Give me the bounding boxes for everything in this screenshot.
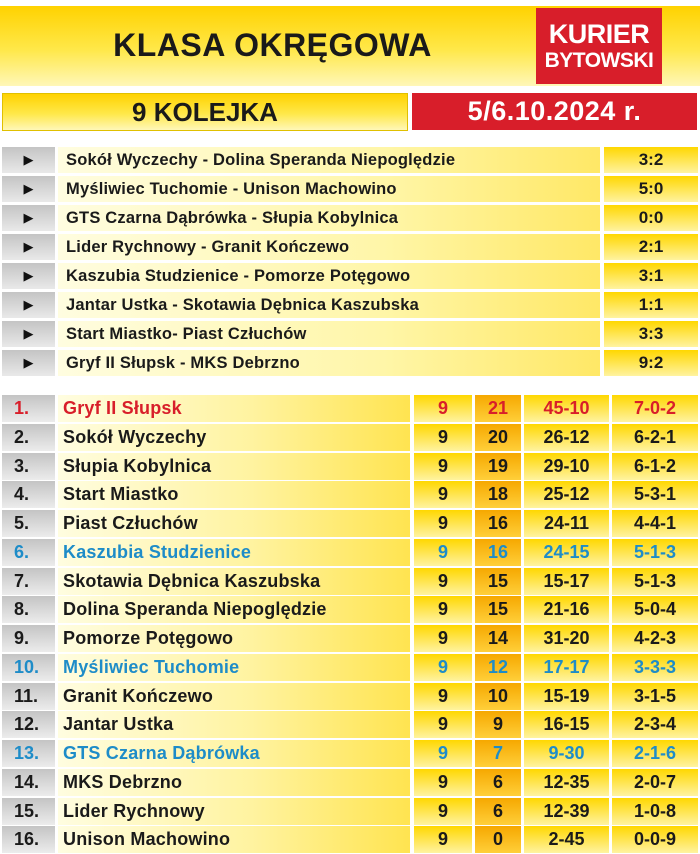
page-title: KLASA OKRĘGOWA	[113, 26, 432, 63]
team-name: Lider Rychnowy	[58, 798, 410, 825]
games-played: 9	[414, 424, 472, 451]
team-name: Dolina Speranda Niepoględzie	[58, 596, 410, 623]
points: 21	[475, 395, 521, 422]
position-cell: 16.	[2, 826, 55, 853]
games-played: 9	[414, 453, 472, 480]
team-name: Sokół Wyczechy	[58, 424, 410, 451]
points: 15	[475, 596, 521, 623]
team-name: Jantar Ustka	[58, 711, 410, 738]
points: 6	[475, 769, 521, 796]
position-cell: 2.	[2, 424, 55, 451]
games-played: 9	[414, 510, 472, 537]
position-cell: 12.	[2, 711, 55, 738]
position-cell: 7.	[2, 568, 55, 595]
goal-difference: 12-35	[524, 769, 609, 796]
team-name: MKS Debrzno	[58, 769, 410, 796]
team-name: Piast Człuchów	[58, 510, 410, 537]
win-draw-loss: 1-0-8	[612, 798, 698, 825]
goal-difference: 24-15	[524, 539, 609, 566]
goal-difference: 15-17	[524, 568, 609, 595]
games-played: 9	[414, 711, 472, 738]
round-date: 5/6.10.2024 r.	[412, 93, 697, 130]
match-score: 9:2	[604, 350, 698, 376]
position-cell: 6.	[2, 539, 55, 566]
team-name: Kaszubia Studzienice	[58, 539, 410, 566]
table-row	[0, 568, 700, 595]
match-row	[0, 147, 700, 173]
table-row	[0, 683, 700, 710]
games-played: 9	[414, 625, 472, 652]
goal-difference: 45-10	[524, 395, 609, 422]
team-name: Gryf II Słupsk	[58, 395, 410, 422]
points: 12	[475, 654, 521, 681]
team-name: Skotawia Dębnica Kaszubska	[58, 568, 410, 595]
table-row	[0, 625, 700, 652]
goal-difference: 21-16	[524, 596, 609, 623]
win-draw-loss: 5-1-3	[612, 568, 698, 595]
games-played: 9	[414, 740, 472, 767]
table-row	[0, 740, 700, 767]
goal-difference: 26-12	[524, 424, 609, 451]
team-name: GTS Czarna Dąbrówka	[58, 740, 410, 767]
arrow-icon: ▶	[2, 176, 55, 202]
match-row	[0, 234, 700, 260]
team-name: Granit Kończewo	[58, 683, 410, 710]
table-row	[0, 798, 700, 825]
table-row	[0, 481, 700, 508]
team-name: Unison Machowino	[58, 826, 410, 853]
games-played: 9	[414, 596, 472, 623]
position-cell: 1.	[2, 395, 55, 422]
goal-difference: 9-30	[524, 740, 609, 767]
points: 19	[475, 453, 521, 480]
goal-difference: 2-45	[524, 826, 609, 853]
match-score: 3:3	[604, 321, 698, 347]
win-draw-loss: 2-0-7	[612, 769, 698, 796]
team-name: Myśliwiec Tuchomie	[58, 654, 410, 681]
games-played: 9	[414, 395, 472, 422]
goal-difference: 29-10	[524, 453, 609, 480]
points: 10	[475, 683, 521, 710]
match-fixture: Kaszubia Studzienice - Pomorze Potęgowo	[58, 263, 600, 289]
position-cell: 4.	[2, 481, 55, 508]
arrow-icon: ▶	[2, 147, 55, 173]
match-fixture: Gryf II Słupsk - MKS Debrzno	[58, 350, 600, 376]
team-name: Start Miastko	[58, 481, 410, 508]
win-draw-loss: 5-1-3	[612, 539, 698, 566]
table-row	[0, 769, 700, 796]
win-draw-loss: 3-1-5	[612, 683, 698, 710]
goal-difference: 12-39	[524, 798, 609, 825]
games-played: 9	[414, 769, 472, 796]
table-row	[0, 654, 700, 681]
arrow-icon: ▶	[2, 205, 55, 231]
position-cell: 10.	[2, 654, 55, 681]
points: 16	[475, 510, 521, 537]
match-fixture: Sokół Wyczechy - Dolina Speranda Niepoględzie	[58, 147, 600, 173]
match-score: 3:2	[604, 147, 698, 173]
win-draw-loss: 2-1-6	[612, 740, 698, 767]
table-row	[0, 453, 700, 480]
position-cell: 15.	[2, 798, 55, 825]
win-draw-loss: 4-4-1	[612, 510, 698, 537]
position-cell: 3.	[2, 453, 55, 480]
goal-difference: 25-12	[524, 481, 609, 508]
points: 6	[475, 798, 521, 825]
logo-line-1: KURIER	[548, 19, 650, 49]
win-draw-loss: 0-0-9	[612, 826, 698, 853]
win-draw-loss: 7-0-2	[612, 395, 698, 422]
table-row	[0, 539, 700, 566]
position-cell: 11.	[2, 683, 55, 710]
kurier-bytowski-logo	[536, 8, 662, 84]
match-score: 1:1	[604, 292, 698, 318]
points: 14	[475, 625, 521, 652]
position-cell: 9.	[2, 625, 55, 652]
arrow-icon: ▶	[2, 263, 55, 289]
games-played: 9	[414, 539, 472, 566]
goal-difference: 31-20	[524, 625, 609, 652]
games-played: 9	[414, 568, 472, 595]
match-fixture: GTS Czarna Dąbrówka - Słupia Kobylnica	[58, 205, 600, 231]
arrow-icon: ▶	[2, 292, 55, 318]
match-row	[0, 292, 700, 318]
goal-difference: 15-19	[524, 683, 609, 710]
table-row	[0, 424, 700, 451]
points: 20	[475, 424, 521, 451]
table-row	[0, 826, 700, 853]
match-fixture: Lider Rychnowy - Granit Kończewo	[58, 234, 600, 260]
arrow-icon: ▶	[2, 350, 55, 376]
goal-difference: 24-11	[524, 510, 609, 537]
match-score: 5:0	[604, 176, 698, 202]
games-played: 9	[414, 826, 472, 853]
position-cell: 5.	[2, 510, 55, 537]
match-score: 0:0	[604, 205, 698, 231]
table-row	[0, 596, 700, 623]
round-label: 9 KOLEJKA	[2, 93, 408, 131]
win-draw-loss: 4-2-3	[612, 625, 698, 652]
table-row	[0, 510, 700, 537]
match-row	[0, 350, 700, 376]
win-draw-loss: 5-3-1	[612, 481, 698, 508]
points: 15	[475, 568, 521, 595]
arrow-icon: ▶	[2, 234, 55, 260]
match-fixture: Start Miastko- Piast Człuchów	[58, 321, 600, 347]
team-name: Pomorze Potęgowo	[58, 625, 410, 652]
position-cell: 8.	[2, 596, 55, 623]
points: 18	[475, 481, 521, 508]
match-score: 3:1	[604, 263, 698, 289]
points: 7	[475, 740, 521, 767]
win-draw-loss: 2-3-4	[612, 711, 698, 738]
position-cell: 13.	[2, 740, 55, 767]
win-draw-loss: 3-3-3	[612, 654, 698, 681]
games-played: 9	[414, 654, 472, 681]
table-row	[0, 711, 700, 738]
win-draw-loss: 5-0-4	[612, 596, 698, 623]
table-row	[0, 395, 700, 422]
position-cell: 14.	[2, 769, 55, 796]
win-draw-loss: 6-1-2	[612, 453, 698, 480]
points: 9	[475, 711, 521, 738]
match-score: 2:1	[604, 234, 698, 260]
arrow-icon: ▶	[2, 321, 55, 347]
goal-difference: 16-15	[524, 711, 609, 738]
logo-line-2: BYTOWSKI	[544, 49, 654, 72]
win-draw-loss: 6-2-1	[612, 424, 698, 451]
match-row	[0, 321, 700, 347]
games-played: 9	[414, 481, 472, 508]
match-row	[0, 263, 700, 289]
games-played: 9	[414, 683, 472, 710]
match-fixture: Myśliwiec Tuchomie - Unison Machowino	[58, 176, 600, 202]
match-row	[0, 205, 700, 231]
match-row	[0, 176, 700, 202]
goal-difference: 17-17	[524, 654, 609, 681]
points: 0	[475, 826, 521, 853]
match-fixture: Jantar Ustka - Skotawia Dębnica Kaszubska	[58, 292, 600, 318]
team-name: Słupia Kobylnica	[58, 453, 410, 480]
points: 16	[475, 539, 521, 566]
games-played: 9	[414, 798, 472, 825]
